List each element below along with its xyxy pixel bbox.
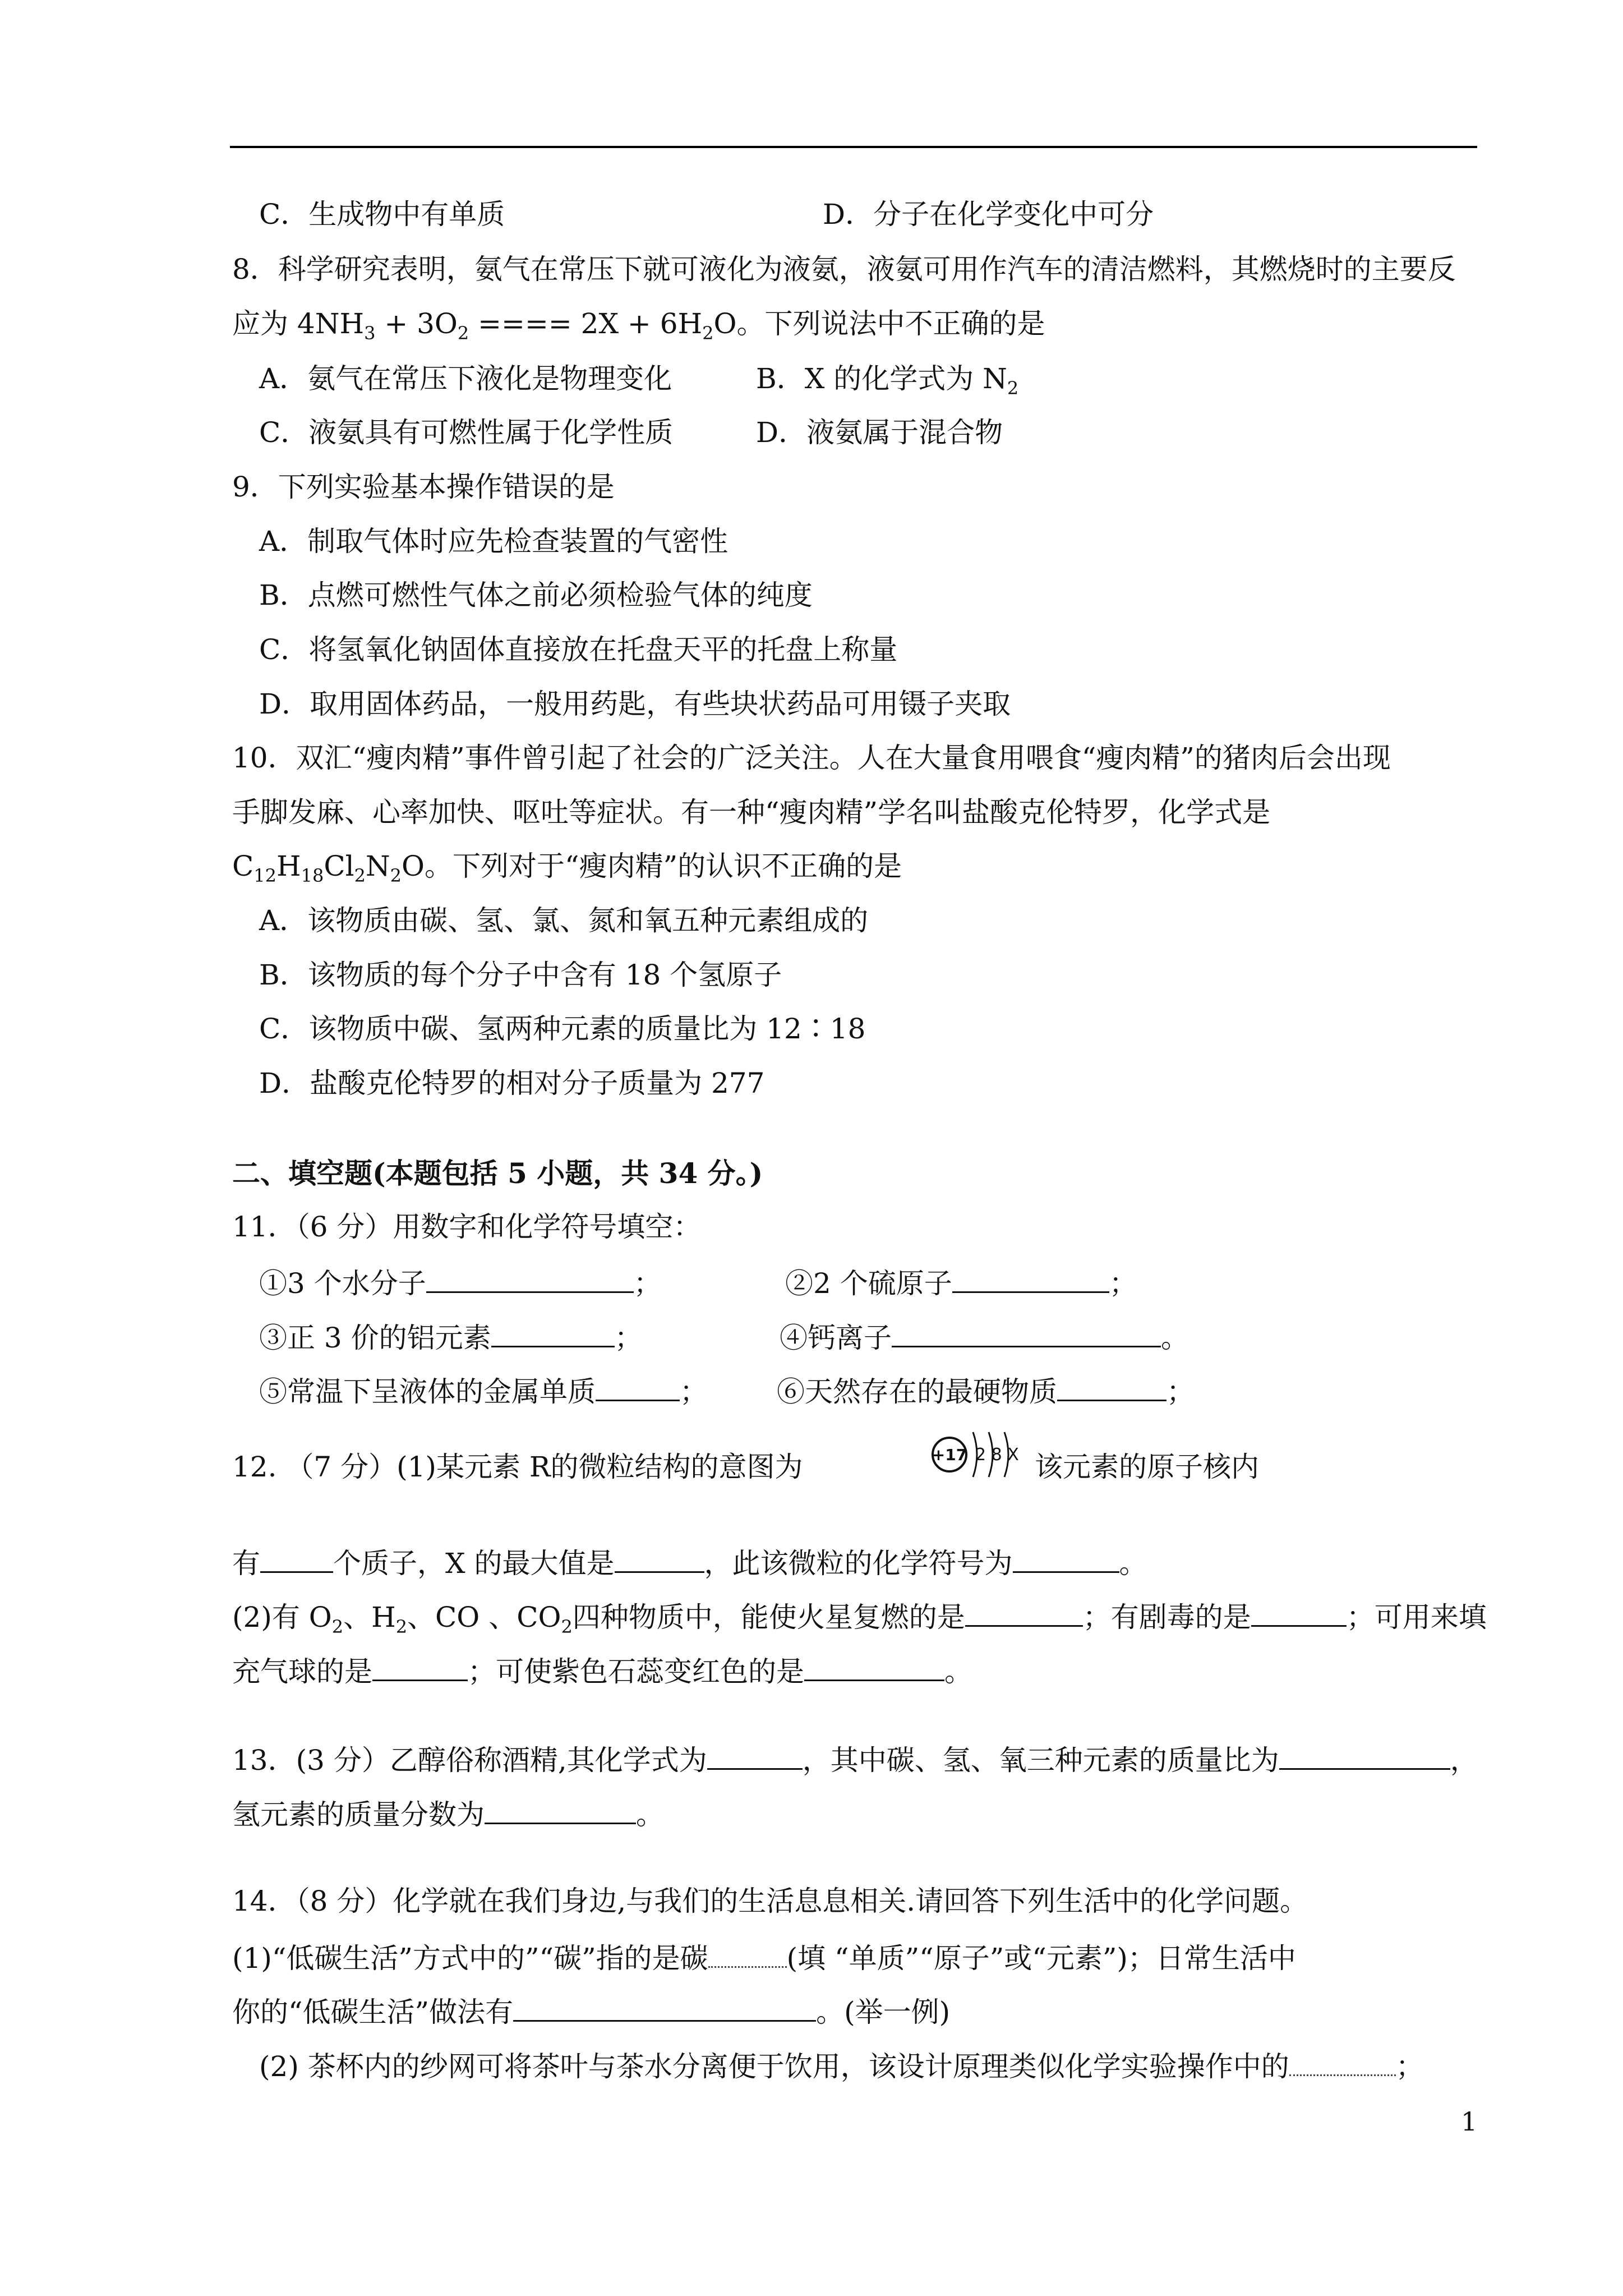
answer-blank[interactable] [1057,1375,1166,1401]
answer-blank[interactable] [615,1547,704,1573]
q12-line3: (2)有 $O_2$、$H_2$、CO 、$CO_2$四种物质中，能使火星复燃的是 ；有剧毒的是 ；可用来填 [232,1601,1487,1637]
q9-option-c: C．将氢氧化钠固体直接放在托盘天平的托盘上称量 [259,633,898,666]
q14-part2: (2) 茶杯内的纱网可将茶叶与茶水分离便于饮用，该设计原理类似化学实验操作中的 ； [259,2050,1424,2083]
q11-stem: 11．（6 分）用数字和化学符号填空： [232,1211,702,1243]
q11-item1: ①3 个水分子 ； [259,1267,662,1300]
q12-line2: 有 个质子，X 的最大值是 ，此该微粒的化学符号为 。 [232,1547,1147,1580]
q8-option-a: A．氨气在常压下液化是物理变化 [259,362,672,395]
q12-stem-part2: 该元素的原子核内 [1035,1451,1259,1483]
atom-structure-diagram [928,1422,1023,1489]
answer-blank[interactable] [260,1547,333,1573]
q8-stem-line2: 应为 $4NH_3 + 3O_2$ ==== $2X + 6H_2O$。下列说法中不正确的是 [232,307,1045,344]
q10-stem-line1: 10．双汇“瘦肉精”事件曾引起了社会的广泛关注。人在大量食用喂食“瘦肉精”的猪肉后会出现 [232,742,1391,774]
q11-item5: ⑤常温下呈液体的金属单质 ； [259,1375,708,1408]
q10-option-c: C．该物质中碳、氢两种元素的质量比为 12∶18 [259,1013,866,1045]
q10-option-d: D．盐酸克伦特罗的相对分子质量为 277 [259,1067,765,1099]
q9-option-a: A．制取气体时应先检查装置的气密性 [259,525,728,558]
nucleus-charge: +17 [932,1446,967,1464]
q9-stem: 9．下列实验基本操作错误的是 [232,471,615,503]
q11-item6: ⑥天然存在的最硬物质 ； [777,1375,1195,1408]
q8-stem-line1: 8．科学研究表明，氨气在常压下就可液化为液氨，液氨可用作汽车的清洁燃料，其燃烧时的主要反 [232,253,1456,286]
answer-blank[interactable] [708,1941,787,1968]
answer-blank[interactable] [491,1321,615,1347]
q13-line2: 氢元素的质量分数为 。 [232,1798,664,1831]
answer-blank[interactable] [426,1267,634,1293]
q9-option-d: D．取用固体药品，一般用药匙，有些块状药品可用镊子夹取 [259,688,1011,720]
q10-stem-line3: $C_{12}H_{18}Cl_2N_2O$。下列对于“瘦肉精”的认识不正确的是 [232,850,902,886]
q11-item3: ③正 3 价的铝元素 ； [259,1322,643,1354]
answer-blank[interactable] [892,1321,1161,1347]
answer-blank[interactable] [965,1600,1083,1627]
q14-stem: 14．（8 分）化学就在我们身边,与我们的生活息息相关.请回答下列生活中的化学问题。 [232,1885,1308,1917]
q10-stem-line2: 手脚发麻、心率加快、呕吐等症状。有一种“瘦肉精”学名叫盐酸克伦特罗，化学式是 [232,796,1271,829]
answer-blank[interactable] [804,1655,944,1681]
q9-option-b: B．点燃可燃性气体之前必须检验气体的纯度 [259,579,813,611]
answer-blank[interactable] [1289,2050,1396,2076]
q11-item2: ②2 个硫原子 ； [785,1267,1137,1300]
q7-option-c: C．生成物中有单质 [259,198,505,231]
answer-blank[interactable] [372,1655,468,1681]
q10-option-a: A．该物质由碳、氢、氯、氮和氧五种元素组成的 [259,904,869,937]
section-heading: 二、填空题(本题包括 5 小题，共 34 分。) [232,1157,763,1190]
q12-stem-part1: 12. （7 分）(1)某元素 R的微粒结构的意图为 [232,1451,803,1483]
q13-line1: 13．(3 分）乙醇俗称酒精,其化学式为 ，其中碳、氢、氧三种元素的质量比为 ， [232,1744,1478,1777]
q14-part1-line1: (1)“低碳生活”方式中的”“碳”指的是碳 (填 “单质”“原子”或“元素”)；日常生活中 [232,1942,1296,1975]
q8-option-c: C．液氨具有可燃性属于化学性质 [259,416,674,449]
answer-blank[interactable] [513,1995,816,2022]
answer-blank[interactable] [1013,1547,1119,1573]
q8-option-d: D．液氨属于混合物 [756,416,1003,449]
q10-option-b: B．该物质的每个分子中含有 18 个氢原子 [259,959,782,991]
answer-blank[interactable] [596,1375,680,1401]
q12-line4: 充气球的是 ；可使紫色石蕊变红色的是 。 [232,1655,972,1688]
q14-part1-line2: 你的“低碳生活”做法有 。(举一例) [232,1996,951,2028]
q7-option-d: D．分子在化学变化中可分 [823,198,1154,231]
answer-blank[interactable] [707,1743,803,1770]
q8-option-b: B．X 的化学式为 $N_2$ [756,362,1019,399]
page-number: 1 [1461,2106,1478,2137]
q11-item4: ④钙离子 。 [780,1322,1189,1354]
answer-blank[interactable] [952,1267,1109,1293]
header-rule [230,146,1477,148]
answer-blank[interactable] [1251,1600,1347,1627]
shell-electron-counts: 2 8 X [975,1445,1019,1465]
answer-blank[interactable] [1279,1743,1450,1770]
answer-blank[interactable] [485,1798,636,1824]
